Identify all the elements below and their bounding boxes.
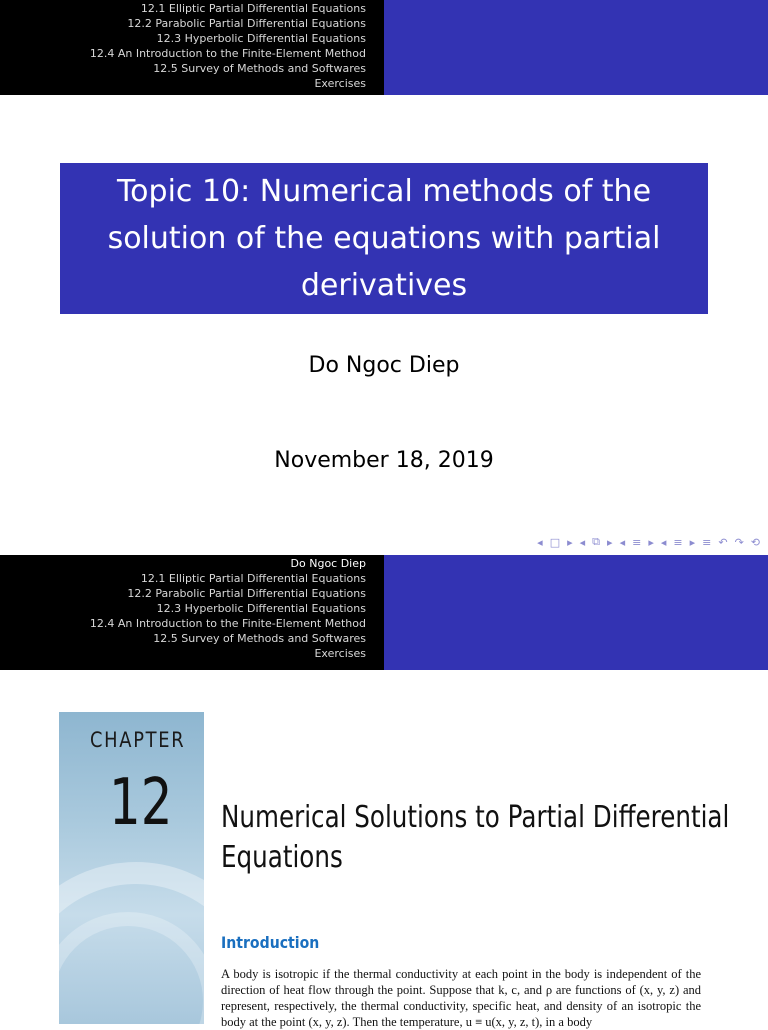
nav-section-icon[interactable]: ≡ [673, 535, 683, 549]
nav-link-12-3[interactable]: 12.3 Hyperbolic Differential Equations [156, 32, 366, 45]
nav-next-slide-icon[interactable]: ▸ [567, 535, 573, 549]
nav-frame-icon[interactable]: ⧉ [592, 535, 601, 548]
chapter-title-line-2: Equations [221, 840, 343, 875]
chapter-side-stripe [59, 712, 204, 1024]
section-nav-second [0, 555, 384, 670]
nav-search-icon[interactable]: ⟲ [750, 535, 760, 549]
nav-subsection-icon[interactable]: ≡ [632, 535, 642, 549]
beamer-navigation [537, 535, 760, 549]
slide-date: November 18, 2019 [274, 448, 494, 473]
chapter-title [221, 798, 730, 878]
header-author: Do Ngoc Diep [290, 557, 366, 570]
nav-link-12-1[interactable]: 12.1 Elliptic Partial Differential Equations [140, 2, 366, 15]
section-heading: Introduction [221, 933, 320, 952]
nav-link-12-3[interactable]: 12.3 Hyperbolic Differential Equations [156, 602, 366, 615]
chapter-title-line-1: Numerical Solutions to Partial Differential [221, 800, 730, 835]
slide-title-box [60, 163, 708, 314]
nav-link-12-2[interactable]: 12.2 Parabolic Partial Differential Equations [127, 587, 366, 600]
nav-prev-section-icon[interactable]: ◂ [660, 535, 667, 549]
header-accent-panel [384, 0, 768, 95]
slide-author: Do Ngoc Diep [308, 353, 460, 378]
nav-prev-slide-icon[interactable]: ◂ [537, 535, 543, 549]
nav-next-section-icon[interactable]: ▸ [689, 535, 696, 549]
nav-next-subsection-icon[interactable]: ▸ [648, 535, 654, 549]
slide-title: Topic 10: Numerical methods of the solution of the equations with partial derivatives [107, 174, 661, 303]
header-accent-panel [384, 555, 768, 670]
chapter-page-image [59, 712, 730, 1029]
nav-back-icon[interactable]: ↶ [718, 535, 728, 549]
nav-link-12-5[interactable]: 12.5 Survey of Methods and Softwares [153, 632, 366, 645]
nav-slide-icon[interactable]: □ [549, 535, 561, 549]
chapter-number: 12 [109, 766, 173, 840]
nav-link-exercises[interactable]: Exercises [314, 77, 366, 90]
nav-next-frame-icon[interactable]: ▸ [607, 535, 613, 549]
nav-link-12-2[interactable]: 12.2 Parabolic Partial Differential Equations [127, 17, 366, 30]
body-paragraph: A body is isotropic if the thermal conductivity at each point in the body is independent of the direction of heat flow through the point. Suppose that k, c, and ρ are functions of (x, y, z) and represent, respectively, the thermal conductivity, specific heat, and density of an isotropic the body at the point (x, y, z). Then the temperature, u ≡ u(x, y, z, t), in a body [221, 967, 701, 1029]
nav-forward-icon[interactable]: ↷ [734, 535, 744, 549]
chapter-label: CHAPTER [90, 728, 186, 752]
slide-header-top [0, 0, 768, 95]
slide-header-second [0, 555, 768, 670]
nav-link-12-1[interactable]: 12.1 Elliptic Partial Differential Equations [140, 572, 366, 585]
section-nav [0, 0, 384, 95]
nav-link-12-4[interactable]: 12.4 An Introduction to the Finite-Element Method [89, 617, 366, 630]
nav-link-12-4[interactable]: 12.4 An Introduction to the Finite-Element Method [89, 47, 366, 60]
nav-prev-frame-icon[interactable]: ◂ [579, 535, 586, 549]
nav-link-12-5[interactable]: 12.5 Survey of Methods and Softwares [153, 62, 366, 75]
nav-document-icon[interactable]: ≡ [702, 535, 712, 549]
nav-link-exercises[interactable]: Exercises [314, 647, 366, 660]
nav-prev-subsection-icon[interactable]: ◂ [619, 535, 626, 549]
